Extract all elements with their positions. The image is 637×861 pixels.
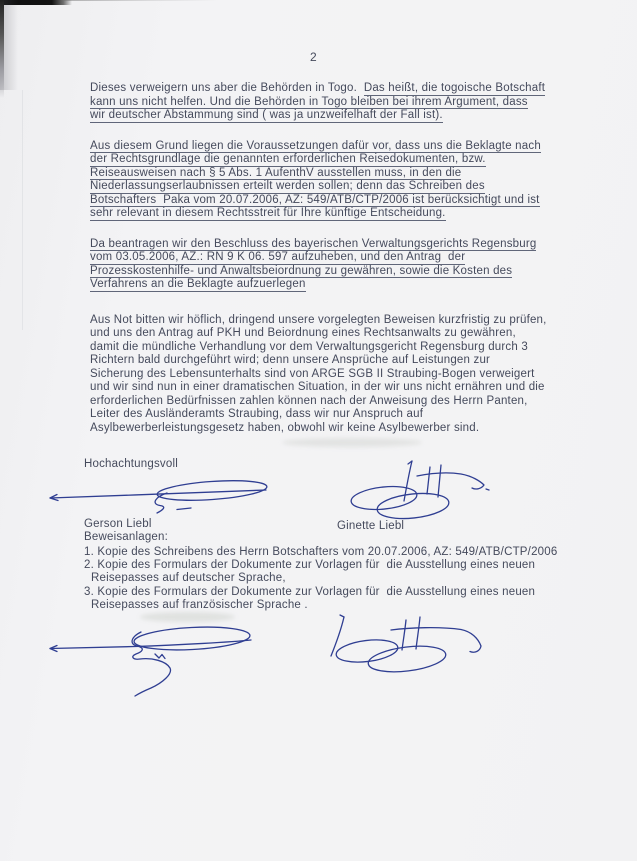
paragraph-line: [90, 207, 589, 221]
text-segment: Reiseausweisen nach § 5 Abs. 1 AufenthV ausstellen muss, in den die: [90, 166, 462, 179]
closing-salutation: Hochachtungsvoll: [84, 458, 178, 470]
paragraph-line: [90, 238, 589, 252]
text-segment: vom 03.05.2006, AZ.: RN 9 K 06. 597 aufzuheben, und den Antrag der: [90, 251, 466, 263]
text-segment: damit die mündliche Verhandlung vor dem Verwaltungsgericht Regensburg durch 3: [90, 340, 528, 353]
paragraph-line: [90, 96, 589, 110]
text-segment: Botschafters Paka vom 20.07.2006, AZ: 549/ATB/CTP/2006 ist berücksichtigt und ist: [90, 193, 540, 206]
ginette-signature-ink-bottom: [331, 615, 481, 676]
text-segment: wir deutscher Abstammung sind ( was ja unzweifelhaft der Fall ist).: [90, 109, 443, 121]
attachment-number: 1.: [84, 545, 94, 558]
paragraph-line: [90, 422, 589, 436]
paragraph-line: [90, 368, 589, 382]
paragraph-line: [90, 180, 589, 194]
text-segment: Das heißt, die togoische Botschaft: [363, 82, 546, 94]
text-segment: erforderlichen Bedürfnissen zahlen können nach der Anweisung des Herrn Panten,: [90, 394, 528, 407]
body-paragraphs: [84, 82, 589, 435]
paragraph-line: [90, 341, 589, 355]
paragraph-line: [90, 381, 589, 395]
attachment-item: [84, 546, 589, 559]
scan-edge-strip: [0, 0, 4, 98]
text-segment: Richtern bald durchgeführt wird; denn unsere Ansprüche auf Leistungen zur: [90, 354, 491, 366]
paragraph: [90, 140, 589, 221]
text-segment: und wir sind nun in einer dramatischen Situation, in der wir uns nicht ernähren und die: [90, 381, 545, 393]
attachment-line: 1. Kopie des Schreibens des Herrn Botschafters vom 20.07.2006, AZ: 549/ATB/CTP/2006: [84, 545, 558, 558]
text-segment: Aus Not bitten wir höflich, dringend unsere vorgelegten Beweisen kurzfristig zu prüfen,: [90, 313, 547, 326]
attachment-line: 2. Kopie des Formulars der Dokumente zur Vorlagen für die Ausstellung eines neuen: [84, 558, 536, 571]
text-segment: Niederlassungserlaubnissen erteilt werden sollen; denn das Schreiben des: [90, 180, 485, 192]
paragraph-line: [90, 327, 589, 341]
attachment-line: 3. Kopie des Formulars der Dokumente zur Vorlagen für die Ausstellung eines neuen: [84, 585, 536, 598]
gerson-signature-ink-bottom: [50, 624, 251, 696]
attachment-item: [84, 559, 589, 586]
paragraph-line: [90, 395, 589, 409]
signatory-name-ginette: Ginette Liebl: [337, 520, 405, 532]
text-segment: und uns den Antrag auf PKH und Beiordnung eines Rechtsanwalts zu gewähren,: [90, 327, 516, 339]
paragraph-line: [90, 167, 589, 181]
signatory-name-gerson: Gerson Liebl: [84, 517, 152, 530]
ink-bleed-smudge: [140, 612, 235, 622]
paragraph-line: [90, 194, 589, 208]
paragraph: [90, 238, 589, 292]
paragraph-line: [90, 251, 589, 265]
text-segment: Aus diesem Grund liegen die Voraussetzungen dafür vor, dass uns die Beklagte nach: [90, 139, 541, 152]
text-segment: Leiter des Ausländeramts Straubing, dass wir nur Anspruch auf: [90, 408, 424, 420]
attachment-item: [84, 586, 589, 613]
text-segment: Da beantragen wir den Beschluss des bayerischen Verwaltungsgerichts Regensburg: [90, 237, 537, 250]
text-segment: Verfahrens an die Beklagte aufzuerlegen: [90, 278, 306, 290]
text-segment: der Rechtsgrundlage die genannten erforderlichen Reisedokumenten, bzw.: [90, 153, 486, 165]
paragraph: [90, 314, 589, 436]
attachment-line: Reisepasses auf deutscher Sprache,: [91, 572, 286, 585]
paragraph-line: [90, 109, 589, 123]
text-segment: sehr relevant in diesem Rechtsstreit für Ihre künftige Entscheidung.: [90, 207, 446, 219]
paragraph-line: [90, 408, 589, 422]
paragraph-line: [90, 314, 589, 328]
text-segment: Dieses verweigern uns aber die Behörden in Togo.: [90, 82, 364, 94]
attachments-label: Beweisanlagen:: [84, 531, 168, 543]
attachment-number: 2.: [84, 558, 94, 571]
text-segment: kann uns nicht helfen. Und die Behörden in Togo bleiben bei ihrem Argument, dass: [90, 95, 528, 108]
text-segment: Sicherung des Lebensunterhalts sind von ARGE SGB II Straubing-Bogen verweigert: [90, 367, 535, 380]
paper-crease: [22, 90, 23, 330]
paragraph-line: [90, 265, 589, 279]
signature-area: [84, 472, 589, 518]
paragraph-line: [90, 82, 589, 96]
page-number: 2: [310, 50, 317, 64]
paragraph-line: [90, 354, 589, 368]
attachment-line: Reisepasses auf französischer Sprache .: [91, 599, 308, 612]
paragraph-line: [90, 278, 589, 292]
attachment-number: 3.: [84, 585, 94, 598]
letter-body: [84, 50, 589, 612]
paragraph: [90, 82, 589, 123]
paragraph-line: [90, 140, 589, 154]
text-segment: Prozesskostenhilfe- und Anwaltsbeiordnung zu gewähren, sowie die Kosten des: [90, 264, 513, 277]
paragraph-line: [90, 153, 589, 167]
text-segment: Asylbewerberleistungsgesetz haben, obwohl wir keine Asylbewerber sind.: [90, 421, 480, 434]
attachments-list: [84, 546, 589, 613]
